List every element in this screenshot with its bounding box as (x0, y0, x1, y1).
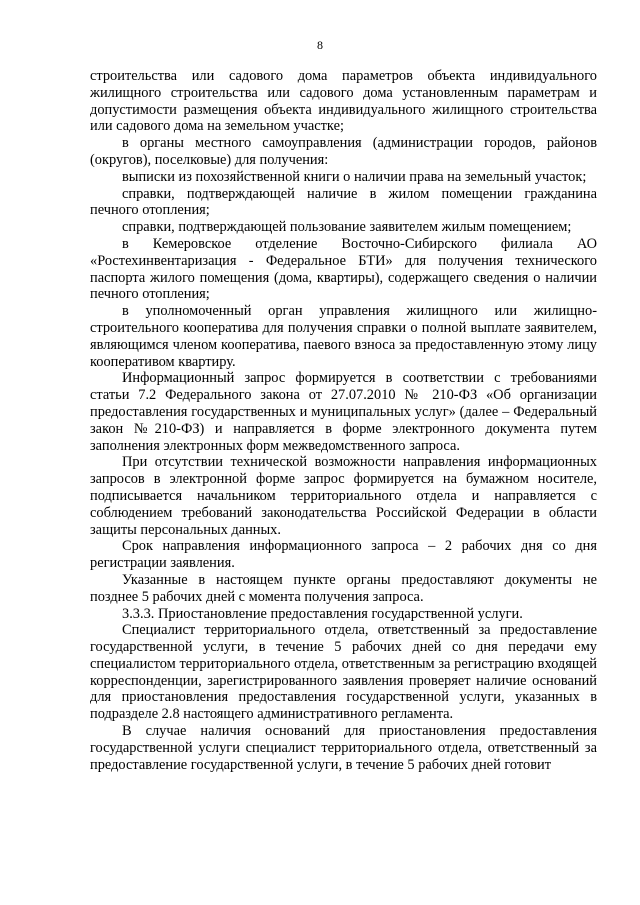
paragraph-housing-cooperative: в уполномоченный орган управления жилищного или жилищно-строительного кооператива для получения справки о полной выплате заявителем, являющимся членом кооператива, паевого взноса за предоставленную этому лицу кооперативом квартиру. (90, 303, 597, 370)
paragraph-specialist-check: Специалист территориального отдела, ответственный за предоставление государственной услуги, в течение 5 рабочих дней со дня передачи ему специалистом территориального отдела, ответственным за регистрацию входящей корреспонденции, зарегистрированного заявления проверяет наличие оснований для приостановления предоставления государственной услуги, указанных в подразделе 2.8 настоящего административного регламента. (90, 622, 597, 723)
paragraph-residence-use-certificate: справки, подтверждающей пользование заявителем жилым помещением; (122, 219, 572, 236)
paragraph-local-government: в органы местного самоуправления (администрации городов, районов (округов), поселковые) для получения: (90, 135, 597, 168)
paragraph-suspension-grounds: В случае наличия оснований для приостановления предоставления государственной услуги специалист территориального отдела, ответственный за предоставление государственной услуги, в течение 5 рабочих дней готовит (90, 723, 597, 773)
paragraph-request-deadline: Срок направления информационного запроса – 2 рабочих дня со дня регистрации заявления. (90, 538, 597, 572)
paragraph-paper-request: При отсутствии технической возможности направления информационных запросов в электронной форме запрос формируется на бумажном носителе, подписывается начальником территориального отдела и направляется с соблюдением требований законодательства Российской Федерации в области защиты персональных данных. (90, 454, 597, 538)
page-number: 8 (317, 38, 323, 52)
paragraph-stove-heating-certificate: справки, подтверждающей наличие в жилом помещении гражданина печного отопления; (90, 185, 597, 219)
paragraph-household-book-extract: выписки из похозяйственной книги о наличии права на земельный участок; (122, 168, 587, 185)
paragraph-continuation: строительства или садового дома параметров объекта индивидуального жилищного строительства или садового дома установленным параметрам и допустимости размещения объекта индивидуального жилищного строительства или садового дома на земельном участке; (90, 68, 597, 135)
section-heading-3-3-3: 3.3.3. Приостановление предоставления государственной услуги. (122, 605, 523, 622)
paragraph-bti-branch: в Кемеровское отделение Восточно-Сибирского филиала АО «Ростехинвентаризация - Федеральное БТИ» для получения технического паспорта жилого помещения (дома, квартиры), содержащего сведения о наличии печного отопления; (90, 235, 597, 303)
document-body (90, 68, 597, 773)
paragraph-information-request: Информационный запрос формируется в соответствии с требованиями статьи 7.2 Федерального закона от 27.07.2010 № 210-ФЗ «Об организации предоставления государственных и муниципальных услуг» (далее – Федеральный закон №210-ФЗ) и направляется в форме электронного документа путем заполнения электронных форм межведомственного запроса. (90, 370, 597, 454)
paragraph-response-deadline: Указанные в настоящем пункте органы предоставляют документы не позднее 5 рабочих дней с момента получения запроса. (90, 571, 597, 605)
